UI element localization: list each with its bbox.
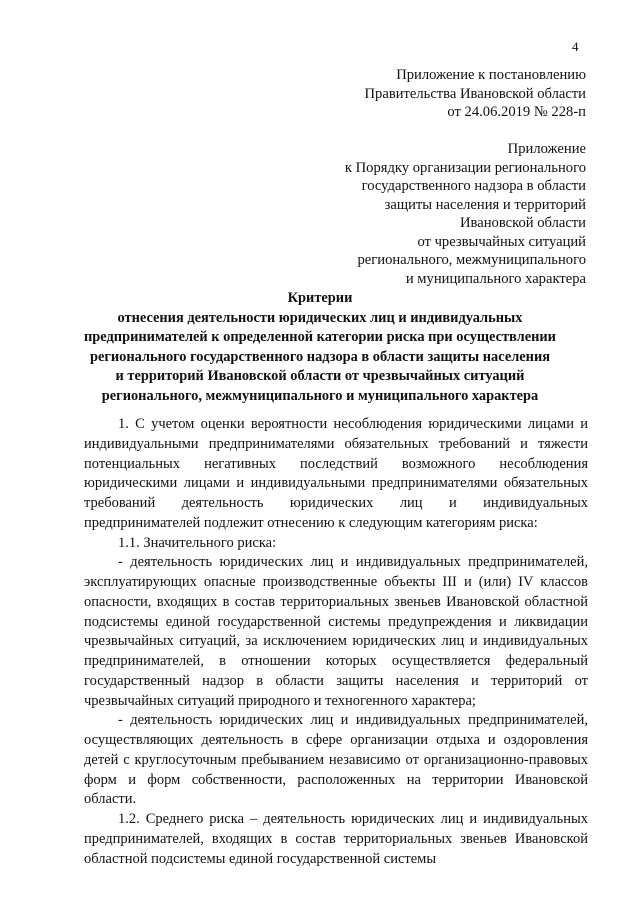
appendix-order-reference xyxy=(345,140,586,288)
page-number: 4 xyxy=(572,39,579,54)
title-line: и территорий Ивановской области от чрезвычайных ситуаций xyxy=(115,368,525,384)
body-paragraph: 1.2. Среднего риска – деятельность юридических лиц и индивидуальных предпринимателей, входящих в состав территориальных звеньев Ивановской областной подсистемы единой государственной системы xyxy=(84,811,588,867)
body-paragraph: 1.1. Значительного риска: xyxy=(118,534,277,551)
appendix-order-line: Приложение xyxy=(507,141,586,157)
appendix-order-line: от чрезвычайных ситуаций xyxy=(417,233,586,250)
title-line: Критерии xyxy=(287,290,353,306)
appendix-order-line: регионального, межмуниципального xyxy=(357,252,586,268)
appendix-decree-line: Приложение к постановлению xyxy=(396,67,586,83)
appendix-decree-reference xyxy=(365,66,586,122)
title-line: отнесения деятельности юридических лиц и индивидуальных xyxy=(117,309,523,326)
appendix-order-line: защиты населения и территорий xyxy=(384,196,586,213)
body-paragraph: 1. С учетом оценки вероятности несоблюдения юридическими лицами и индивидуальными предпринимателями обязательных требований и тяжести потенциальных негативных последствий возможного несоблюдения юридическими лицами и индивидуальными предпринимателями обязательных требований деятельность юридических лиц и индивидуальных предпринимателей подлежит отнесению к следующим категориям риска: xyxy=(84,416,588,531)
title-line: регионального государственного надзора в области защиты населения xyxy=(89,348,551,365)
body-paragraph: - деятельность юридических лиц и индивидуальных предпринимателей, осуществляющих деятельность в сфере организации отдыха и оздоровления детей с круглосуточным пребыванием независимо от организационно-правовых форм и форм собственности, расположенных на территории Ивановской области. xyxy=(84,712,588,808)
document-body xyxy=(84,415,588,869)
title-line: регионального, межмуниципального и муниципального характера xyxy=(101,387,539,404)
document-title xyxy=(50,289,590,406)
appendix-order-line: государственного надзора в области xyxy=(361,178,586,194)
appendix-decree-line: от 24.06.2019 № 228-п xyxy=(447,104,586,120)
appendix-decree-line: Правительства Ивановской области xyxy=(364,85,586,102)
appendix-order-line: к Порядку организации регионального xyxy=(344,159,586,176)
appendix-order-line: и муниципального характера xyxy=(405,270,586,287)
body-paragraph: - деятельность юридических лиц и индивидуальных предпринимателей, эксплуатирующих опасные производственные объекты III и (или) IV классов опасности, входящих в состав территориальных звеньев Ивановской областной подсистемы единой государственной системы предупреждения и ликвидации чрезвычайных ситуаций, за исключением юридических лиц и индивидуальных предпринимателей, в отношении которых осуществляется федеральный государственный надзор в области защиты населения и территорий от чрезвычайных ситуаций природного и техногенного характера; xyxy=(84,554,588,709)
title-line: предпринимателей к определенной категории риска при осуществлении xyxy=(84,329,556,345)
appendix-order-line: Ивановской области xyxy=(460,215,586,231)
